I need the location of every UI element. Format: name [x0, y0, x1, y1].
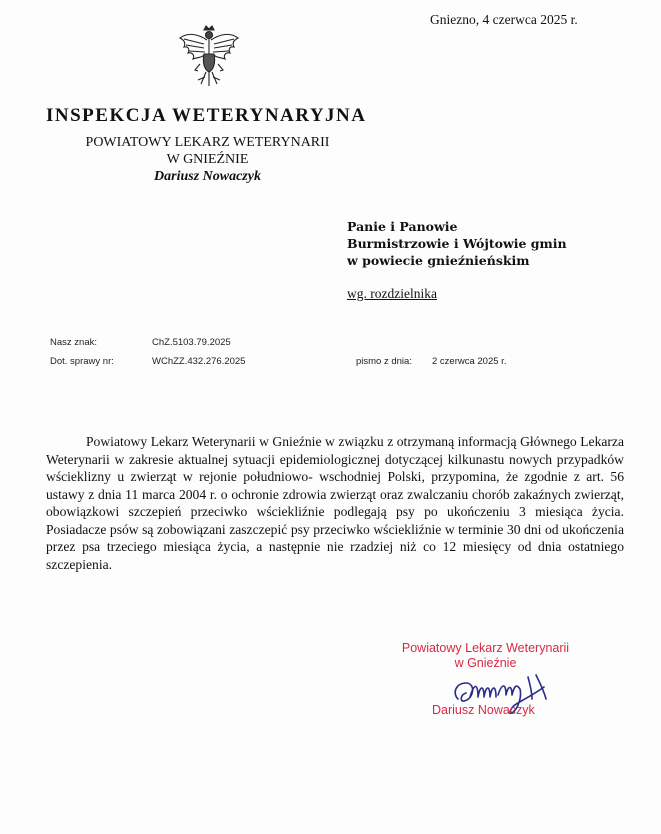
stamp-location: w Gnieźnie [454, 656, 517, 670]
body-paragraph: Powiatowy Lekarz Weterynarii w Gnieźnie w związku z otrzymaną informacją Głównego Lekarza Weterynarii w zakresie aktualnej sytuacji epidemiologicznej dotyczącej kilkunastu nowych przypadków wścieklizny u zwierząt w rejonie południowo- wschodniej Polski, przypomina, że zgodnie z art. 56 ustawy z dnia 11 marca 2004 r. o ochronie zdrowia zwierząt oraz zwalczaniu chorób zakaźnych zwierząt, obowiązkowi szczepień przeciwko wściekliźnie podlegają psy po ukończeniu 3 miesiąca życia. Posiadacze psów są zobowiązani zaszczepić psy przeciwko wściekliźnie w terminie 30 dni od ukończenia przez psa trzeciego miesiąca życia, a następnie nie rzadziej niż co 12 miesięcy od dnia ostatniego szczepienia. [46, 434, 624, 572]
stamp-name: Dariusz Nowaczyk [432, 703, 535, 717]
distribution-note: wg. rozdzielnika [347, 286, 437, 301]
place-date: Gniezno, 4 czerwca 2025 r. [430, 12, 578, 27]
our-ref-value: ChZ.5103.79.2025 [152, 337, 231, 348]
polish-eagle-icon [176, 24, 242, 90]
institution-title: INSPEKCJA WETERYNARYJNA [46, 105, 367, 126]
our-ref-label: Nasz znak: [50, 337, 97, 348]
case-ref-label: Dot. sprawy nr: [50, 356, 114, 367]
recipient-line: Panie i Panowie [347, 219, 458, 234]
case-ref-value: WChZZ.432.276.2025 [152, 356, 246, 367]
letter-body [46, 433, 624, 573]
office-title: POWIATOWY LEKARZ WETERYNARII [85, 135, 330, 150]
stamp-office: Powiatowy Lekarz Weterynarii [401, 641, 570, 655]
letter-date-value: 2 czerwca 2025 r. [432, 356, 507, 367]
officer-name: Dariusz Nowaczyk [154, 169, 261, 184]
recipient-line: w powiecie gnieźnieńskim [347, 253, 530, 268]
office-location: W GNIEŹNIE [166, 152, 249, 167]
recipient-line: Burmistrzowie i Wójtowie gmin [347, 236, 567, 251]
letter-date-label: pismo z dnia: [356, 356, 412, 367]
